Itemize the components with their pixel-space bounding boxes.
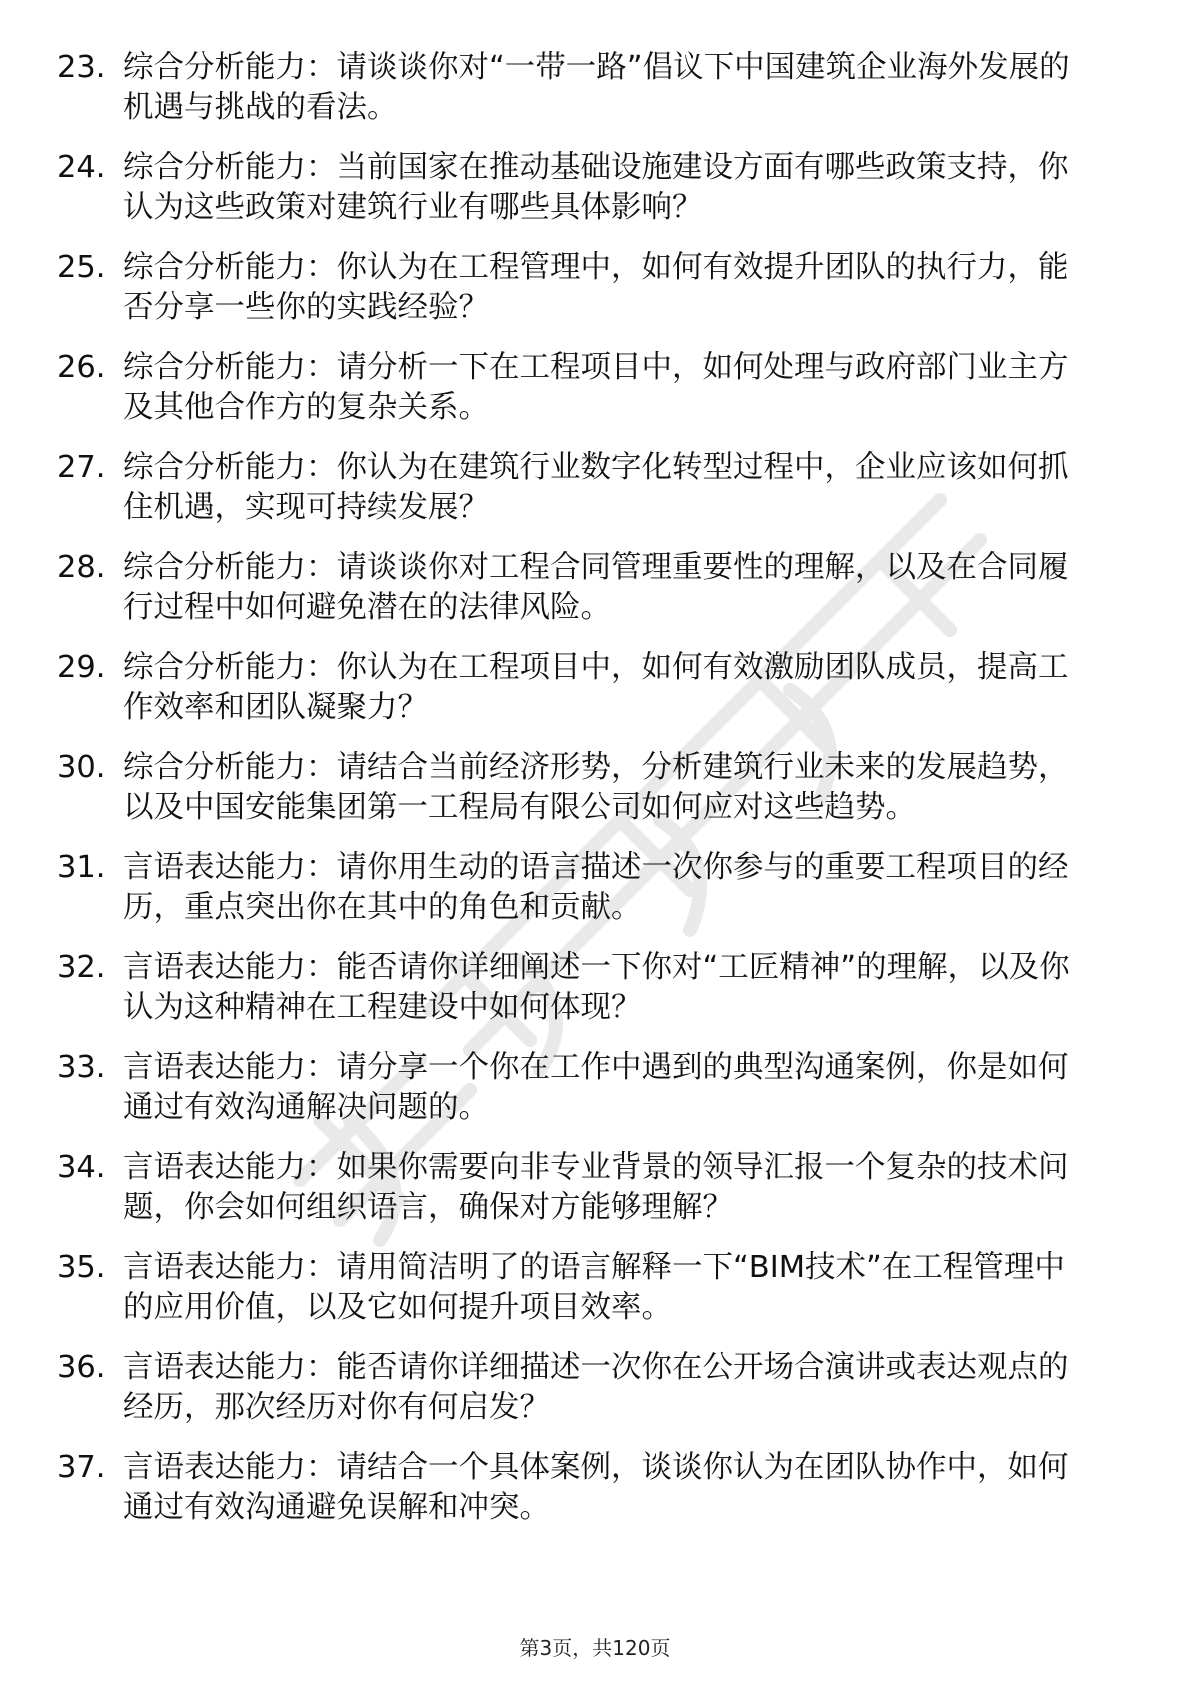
question-text: 言语表达能力：请用简洁明了的语言解释一下“BIM技术”在工程管理中的应用价值，以及它如何提升项目效率。 <box>123 1250 1065 1325</box>
question-number: 29. <box>57 650 106 685</box>
question-number: 28. <box>57 550 106 585</box>
list-item <box>57 648 1117 728</box>
question-text: 综合分析能力：请谈谈你对“一带一路”倡议下中国建筑企业海外发展的机遇与挑战的看法。 <box>123 50 1070 125</box>
question-number: 26. <box>57 350 106 385</box>
question-text: 言语表达能力：能否请你详细阐述一下你对“工匠精神”的理解，以及你认为这种精神在工程建设中如何体现？ <box>123 950 1070 1025</box>
question-text: 综合分析能力：你认为在建筑行业数字化转型过程中，企业应该如何抓住机遇，实现可持续发展？ <box>123 450 1069 525</box>
question-number: 24. <box>57 150 106 185</box>
question-text: 综合分析能力：你认为在工程管理中，如何有效提升团队的执行力，能否分享一些你的实践经验？ <box>123 250 1069 325</box>
list-item <box>57 1348 1117 1428</box>
list-item <box>57 448 1117 528</box>
question-text: 综合分析能力：当前国家在推动基础设施建设方面有哪些政策支持，你认为这些政策对建筑行业有哪些具体影响？ <box>123 150 1069 225</box>
question-text: 综合分析能力：请分析一下在工程项目中，如何处理与政府部门业主方及其他合作方的复杂关系。 <box>123 350 1069 425</box>
list-item <box>57 348 1117 428</box>
list-item <box>57 1248 1117 1328</box>
question-text: 言语表达能力：请你用生动的语言描述一次你参与的重要工程项目的经历，重点突出你在其中的角色和贡献。 <box>123 850 1069 925</box>
question-list <box>57 48 1117 1548</box>
question-number: 37. <box>57 1450 106 1485</box>
question-number: 23. <box>57 50 106 85</box>
question-text: 言语表达能力：请结合一个具体案例，谈谈你认为在团队协作中，如何通过有效沟通避免误解和冲突。 <box>123 1450 1069 1525</box>
question-number: 32. <box>57 950 106 985</box>
question-number: 33. <box>57 1050 106 1085</box>
list-item <box>57 48 1117 128</box>
list-item <box>57 248 1117 328</box>
list-item <box>57 548 1117 628</box>
question-text: 综合分析能力：你认为在工程项目中，如何有效激励团队成员，提高工作效率和团队凝聚力？ <box>123 650 1069 725</box>
question-text: 综合分析能力：请谈谈你对工程合同管理重要性的理解，以及在合同履行过程中如何避免潜在的法律风险。 <box>123 550 1069 625</box>
list-item <box>57 1148 1117 1228</box>
question-text: 言语表达能力：如果你需要向非专业背景的领导汇报一个复杂的技术问题，你会如何组织语言，确保对方能够理解？ <box>123 1150 1069 1225</box>
question-number: 36. <box>57 1350 106 1385</box>
list-item <box>57 848 1117 928</box>
question-number: 25. <box>57 250 106 285</box>
question-text: 综合分析能力：请结合当前经济形势，分析建筑行业未来的发展趋势，以及中国安能集团第一工程局有限公司如何应对这些趋势。 <box>123 750 1069 825</box>
list-item <box>57 948 1117 1028</box>
question-number: 27. <box>57 450 106 485</box>
list-item <box>57 1048 1117 1128</box>
question-number: 34. <box>57 1150 106 1185</box>
question-number: 30. <box>57 750 106 785</box>
question-number: 31. <box>57 850 106 885</box>
list-item <box>57 1448 1117 1528</box>
list-item <box>57 748 1117 828</box>
question-number: 35. <box>57 1250 106 1285</box>
list-item <box>57 148 1117 228</box>
question-text: 言语表达能力：请分享一个你在工作中遇到的典型沟通案例，你是如何通过有效沟通解决问题的。 <box>123 1050 1069 1125</box>
page-footer: 第3页，共120页 <box>519 1636 671 1660</box>
question-text: 言语表达能力：能否请你详细描述一次你在公开场合演讲或表达观点的经历，那次经历对你有何启发？ <box>123 1350 1069 1425</box>
